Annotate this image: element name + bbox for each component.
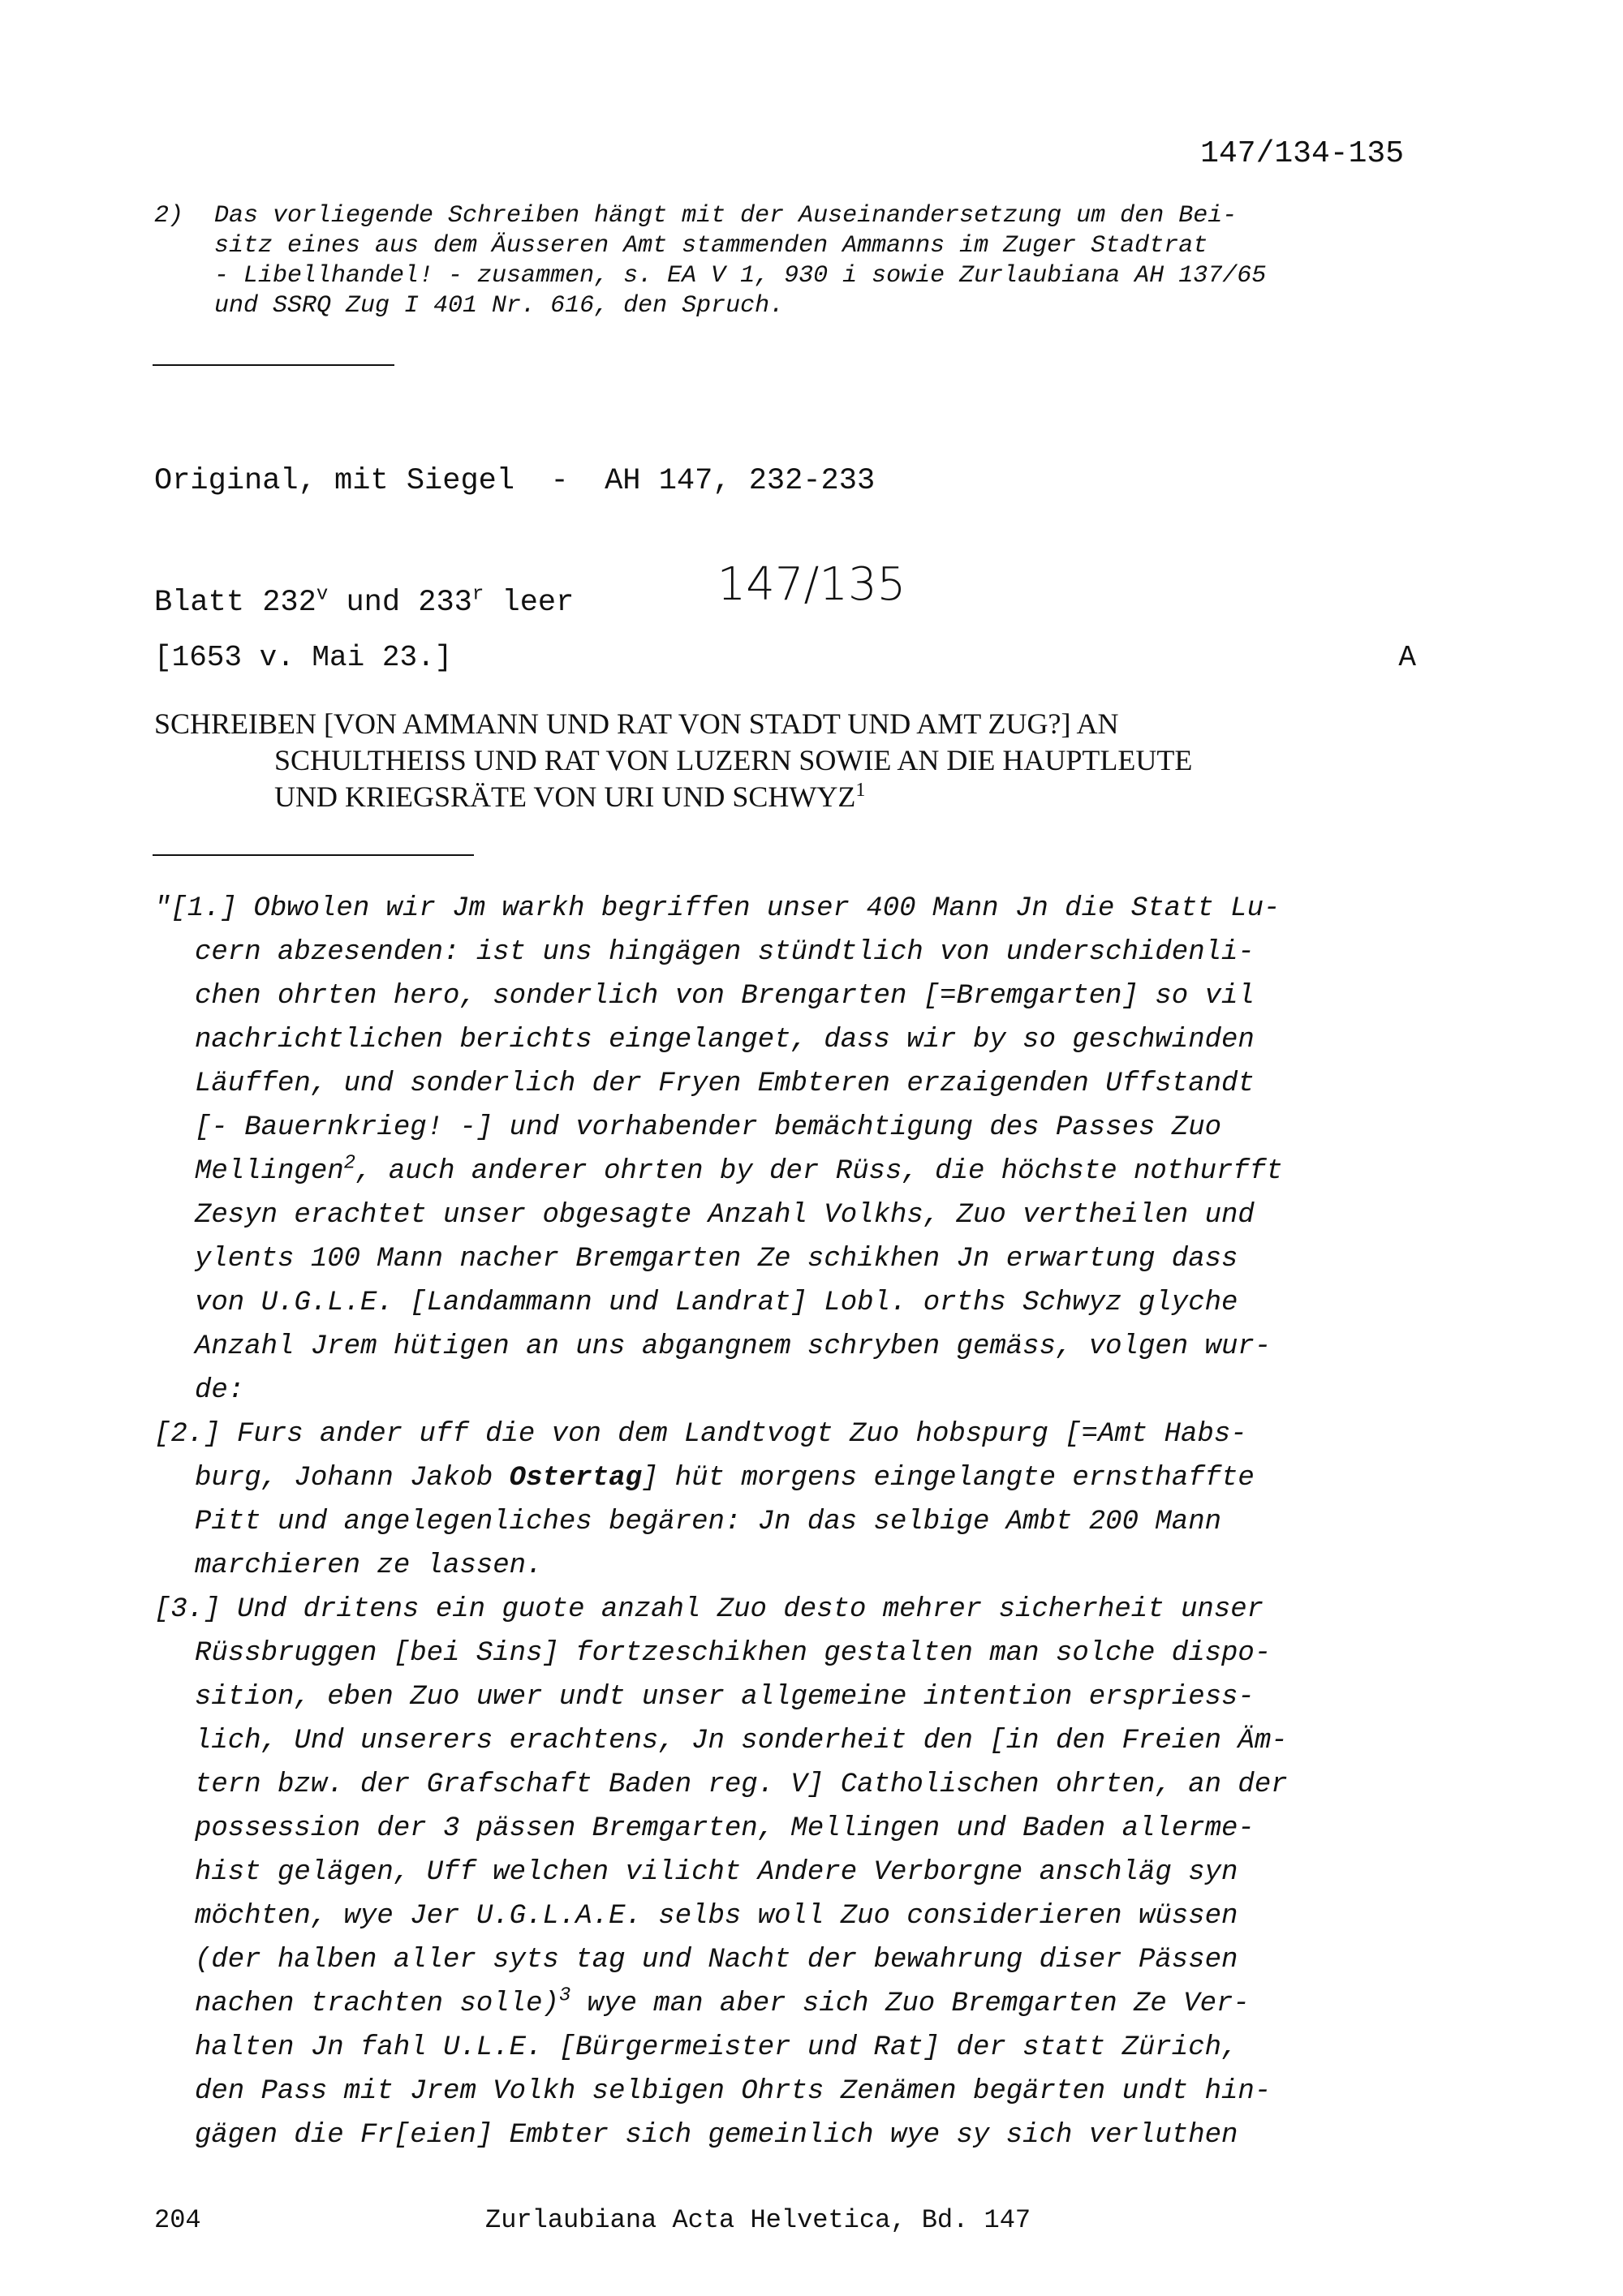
footnote-line: und SSRQ Zug I 401 Nr. 616, den Spruch.	[214, 292, 785, 320]
text-line: nachen trachten solle)$^3$ wye man aber sich Zuo Bremgarten Ze Ver-	[195, 1984, 1250, 2019]
text-line: gägen die Fr[eien] Embter sich gemeinlich wye sy sich verluthen	[195, 2120, 1238, 2151]
text-line: [2.] Furs ander uff die von dem Landtvogt Zuo hobspurg [=Amt Habs-	[154, 1419, 1247, 1450]
source-line: Blatt 232$^v$ und 233$^r$ leer	[154, 583, 575, 620]
text-line: Mellingen$^2$, auch anderer ohrten by der Rüss, die höchste nothurfft	[195, 1152, 1283, 1187]
text-line: (der halben aller syts tag und Nacht der bewahrung diser Pässen	[195, 1945, 1238, 1976]
text-line: den Pass mit Jrem Volkh selbigen Ohrts Zenämen begärten undt hin-	[195, 2076, 1272, 2107]
paragraph-1	[154, 887, 1436, 1412]
letter-text	[154, 887, 1436, 2157]
text-line: möchten, wye Jer U.G.L.A.E. selbs woll Zuo considerieren wüssen	[195, 1901, 1238, 1932]
document-date: [1653 v. Mai 23.]	[154, 641, 453, 674]
document-number-heading: 147/135	[717, 558, 906, 611]
footnote-line: sitz eines aus dem Äusseren Amt stammenden Ammanns im Zuger Stadtrat	[214, 232, 1208, 260]
text-line: von U.G.L.E. [Landammann und Landrat] Lobl. orths Schwyz glyche	[195, 1288, 1238, 1318]
document-title	[154, 706, 1436, 815]
footer-publication-title: Zurlaubiana Acta Helvetica, Bd. 147	[485, 2205, 1031, 2235]
text-line: Rüssbruggen [bei Sins] fortzeschikhen gestalten man solche dispo-	[195, 1638, 1272, 1669]
footer-page-number: 204	[154, 2205, 201, 2235]
text-line: marchieren ze lassen.	[195, 1550, 543, 1581]
text-line: nachrichtlichen berichts eingelanget, dass wir by so geschwinden	[195, 1025, 1255, 1056]
text-line: halten Jn fahl U.L.E. [Bürgermeister und Rat] der statt Zürich,	[195, 2032, 1238, 2063]
text-line: sition, eben Zuo uwer undt unser allgemeine intention erspriess-	[195, 1682, 1255, 1713]
text-line: Zesyn erachtet unser obgesagte Anzahl Volkhs, Zuo vertheilen und	[195, 1200, 1255, 1231]
title-line: SCHREIBEN [VON AMMANN UND RAT VON STADT UND AMT ZUG?] AN	[154, 707, 1119, 740]
bold-name: Ostertag	[509, 1463, 642, 1494]
footnote-number: 2)	[154, 202, 184, 230]
text-line: chen ohrten hero, sonderlich von Brengarten [=Bremgarten] so vil	[195, 981, 1255, 1012]
text-line: de:	[195, 1375, 245, 1406]
document-letter: A	[1398, 641, 1416, 674]
divider-rule	[153, 854, 474, 856]
paragraph-3	[154, 1588, 1436, 2157]
text-line: tern bzw. der Grafschaft Baden reg. V] Catholischen ohrten, an der	[195, 1769, 1288, 1800]
text-line: burg, Johann Jakob Ostertag] hüt morgens eingelangte ernsthaffte	[195, 1463, 1255, 1494]
title-line: SCHULTHEISS UND RAT VON LUZERN SOWIE AN DIE HAUPTLEUTE	[274, 744, 1193, 776]
text-line: Läuffen, und sonderlich der Fryen Embteren erzaigenden Uffstandt	[195, 1068, 1255, 1099]
text-line: Anzahl Jrem hütigen an uns abgangnem schryben gemäss, volgen wur-	[195, 1331, 1272, 1362]
footnote-line: Das vorliegende Schreiben hängt mit der Auseinandersetzung um den Bei-	[214, 202, 1238, 230]
divider-rule	[153, 364, 394, 366]
paragraph-2	[154, 1412, 1436, 1588]
page-header-number: 147/134-135	[1200, 136, 1404, 171]
source-line: Original, mit Siegel - AH 147, 232-233	[154, 464, 876, 498]
title-line: UND KRIEGSRÄTE VON URI UND SCHWYZ$^1$	[274, 780, 866, 813]
text-line: "[1.] Obwolen wir Jm warkh begriffen unser 400 Mann Jn die Statt Lu-	[154, 893, 1281, 924]
footnote-line: - Libellhandel! - zusammen, s. EA V 1, 930 i sowie Zurlaubiana AH 137/65	[214, 262, 1267, 290]
text-line: Pitt und angelegenliches begären: Jn das selbige Ambt 200 Mann	[195, 1507, 1222, 1537]
text-line: hist gelägen, Uff welchen vilicht Andere Verborgne anschläg syn	[195, 1857, 1238, 1888]
text-line: lich, Und unserers erachtens, Jn sonderheit den [in den Freien Äm-	[195, 1726, 1288, 1756]
text-line: possession der 3 pässen Bremgarten, Mellingen und Baden allerme-	[195, 1813, 1255, 1844]
text-line: cern abzesenden: ist uns hingägen stündtlich von underschidenli-	[195, 937, 1255, 968]
text-line: [3.] Und dritens ein guote anzahl Zuo desto mehrer sicherheit unser	[154, 1594, 1264, 1625]
text-line: ylents 100 Mann nacher Bremgarten Ze schikhen Jn erwartung dass	[195, 1244, 1238, 1275]
footnote-2	[154, 201, 1420, 321]
text-line: [- Bauernkrieg! -] und vorhabender bemächtigung des Passes Zuo	[195, 1112, 1222, 1143]
